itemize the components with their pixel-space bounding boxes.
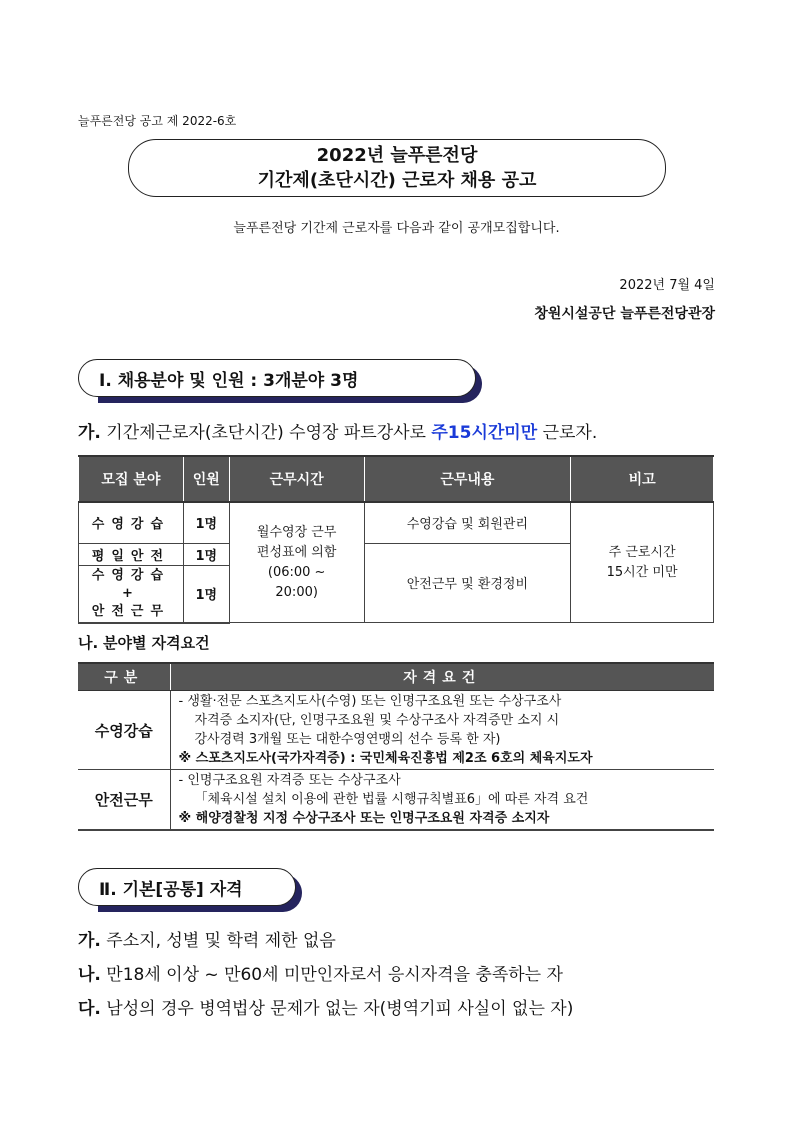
field-weekday-safety: 평일안전 (79, 543, 184, 565)
section-2-title: Ⅱ. 기본[공통] 자격 (78, 868, 296, 906)
na-text: 분야별 자격요건 (102, 634, 210, 652)
note-cell: 주 근로시간 15시간 미만 (571, 502, 714, 623)
title-line-1: 2022년 늘푸른전당 (316, 145, 478, 166)
notice-date: 2022년 7월 4일 (619, 278, 715, 293)
header-field: 모집 분야 (79, 456, 184, 502)
content-safety: 안전근무 및 환경정비 (364, 543, 571, 623)
req-safety-note: ※ 해양경찰청 지정 수상구조사 또는 인명구조요원 자격증 소지자 (178, 811, 550, 826)
req-swim-note: ※ 스포츠지도사(국가자격증) : 국민체육진흥법 제2조 6호의 체육지도자 (178, 751, 593, 766)
na-label: 나. (78, 634, 99, 652)
qualification-table (78, 662, 714, 831)
intro-text: 늘푸른전당 기간제 근로자를 다음과 같이 공개모집합니다. (233, 221, 560, 236)
section-2-item-da: 다. 남성의 경우 병역법상 문제가 없는 자(병역기피 사실이 없는 자) (78, 999, 574, 1019)
header-requirements: 자격요건 (170, 663, 714, 691)
title-box (128, 139, 666, 197)
count-weekday-safety: 1명 (183, 543, 229, 565)
field-combined: 수영강습 + 안전근무 (79, 565, 184, 623)
ga-label: 가. (78, 423, 101, 443)
section-1-ga (78, 418, 597, 443)
header-note: 비고 (571, 456, 714, 502)
title-line-2: 기간제(초단시간) 근로자 채용 공고 (257, 170, 537, 191)
header-count: 인원 (183, 456, 229, 502)
recruitment-table (78, 455, 714, 624)
req-swim-label: 수영강습 (78, 691, 170, 770)
req-safety-label: 안전근무 (78, 770, 170, 831)
ga-text-post: 근로자. (542, 423, 598, 443)
section-1-na (78, 632, 210, 653)
notice-number: 늘푸른전당 공고 제 2022-6호 (78, 114, 237, 128)
header-work-content: 근무내용 (364, 456, 571, 502)
header-work-time: 근무시간 (229, 456, 364, 502)
field-swim: 수영강습 (79, 502, 184, 543)
ga-text-pre: 기간제근로자(초단시간) 수영장 파트강사로 (106, 423, 426, 443)
work-time: 월수영장 근무 편성표에 의함 (06:00 ~ 20:00) (229, 502, 364, 623)
content-swim: 수영강습 및 회원관리 (364, 502, 571, 543)
section-2-item-ga: 가. 주소지, 성별 및 학력 제한 없음 (78, 931, 336, 951)
count-swim: 1명 (183, 502, 229, 543)
ga-highlight: 주15시간미만 (431, 423, 538, 443)
header-category: 구분 (78, 663, 170, 691)
req-swim-text: - 생활·전문 스포츠지도사(수영) 또는 인명구조요원 또는 수상구조사 자격증 소지자(단, 인명구조요원 및 수상구조사 자격증만 소지 시 강사경력 3개월 또는 대한수영연맹의 선수 등록 한 자) ※ 스포츠지도사(국가자격증) : 국민체육진흥법 제2조 6호의 체육지도자 (170, 691, 714, 770)
section-1-title: Ⅰ. 채용분야 및 인원 : 3개분야 3명 (78, 359, 476, 397)
count-combined: 1명 (183, 565, 229, 623)
req-safety-text: - 인명구조요원 자격증 또는 수상구조사 「체육시설 설치 이용에 관한 법률 시행규칙별표6」에 따른 자격 요건 ※ 해양경찰청 지정 수상구조사 또는 인명구조요원 자격증 소지자 (170, 770, 714, 831)
section-2-item-na: 나. 만18세 이상 ~ 만60세 미만인자로서 응시자격을 충족하는 자 (78, 965, 563, 985)
issuer: 창원시설공단 늘푸른전당관장 (534, 306, 715, 322)
